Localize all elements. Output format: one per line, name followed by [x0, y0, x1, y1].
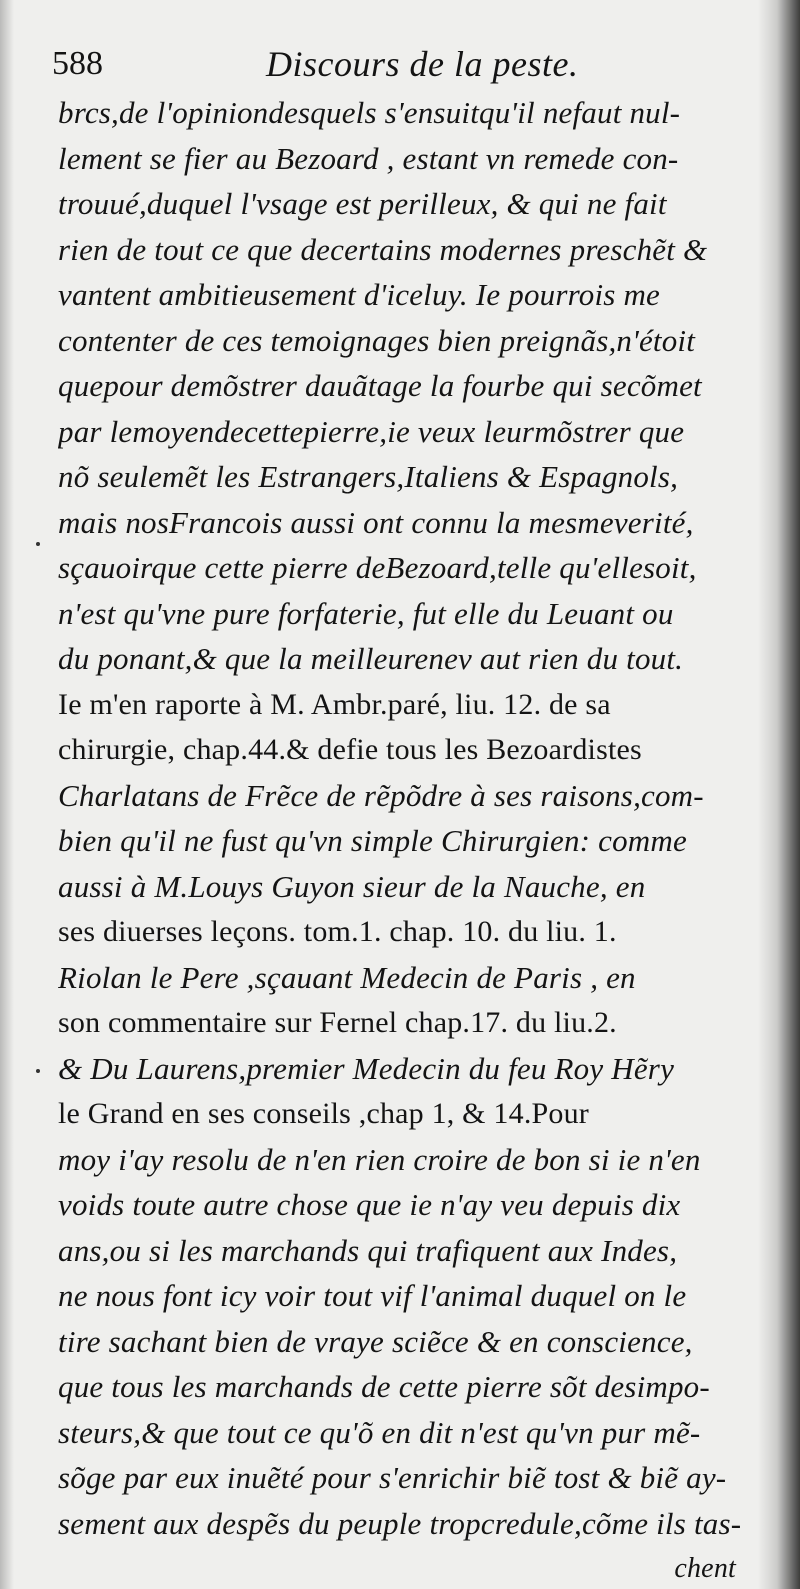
- page-edge-shadow: [758, 0, 800, 1589]
- margin-mark: [36, 1069, 40, 1073]
- text-line: quepour demõstrer dauãtage la fourbe qui secõmet: [58, 368, 702, 403]
- text-line: voids toute autre chose que ie n'ay veu depuis dix: [58, 1187, 681, 1222]
- text-line: sement aux despẽs du peuple tropcredule,cõme ils tas-: [58, 1505, 742, 1541]
- text-line: sçauoirque cette pierre deBezoard,telle qu'ellesoit,: [58, 550, 697, 585]
- text-line: ans,ou si les marchands qui trafiquent aux Indes,: [58, 1232, 678, 1268]
- running-title: Discours de la peste.: [266, 44, 579, 84]
- text-line: rien de tout ce que decertains modernes preschẽt &: [58, 231, 708, 267]
- gutter-shadow: [0, 0, 14, 1589]
- text-line: lement se fier au Bezoard , estant vn remede con-: [58, 140, 679, 176]
- text-line: ne nous font icy voir tout vif l'animal duquel on le: [58, 1278, 687, 1313]
- running-head: [52, 38, 772, 90]
- text-line: mais nosFrancois aussi ont connu la mesmeverité,: [58, 504, 694, 540]
- text-line: son commentaire sur Fernel chap.17. du liu.2.: [58, 1006, 617, 1039]
- text-line: n'est qu'vne pure forfaterie, fut elle du Leuant ou: [58, 595, 674, 631]
- body-text: [58, 90, 772, 1546]
- margin-mark: [36, 542, 40, 546]
- text-line: du ponant,& que la meilleurenev aut rien du tout.: [58, 641, 684, 676]
- text-line: Ie m'en raporte à M. Ambr.paré, liu. 12. de sa: [58, 687, 611, 721]
- text-line: brcs,de l'opiniondesquels s'ensuitqu'il nefaut nul-: [58, 95, 681, 130]
- text-line: Charlatans de Frẽce de rẽpõdre à ses raisons,com-: [58, 777, 704, 813]
- text-line: vantent ambitieusement d'iceluy. Ie pourrois me: [58, 277, 661, 312]
- text-line: contenter de ces temoignages bien preignãs,n'étoit: [58, 322, 696, 358]
- text-line: tire sachant bien de vraye sciẽce & en conscience,: [58, 1323, 693, 1359]
- text-line: steurs,& que tout ce qu'õ en dit n'est qu'vn pur mẽ-: [58, 1414, 701, 1450]
- text-line: trouué,duquel l'vsage est perilleux, & qui ne fait: [58, 186, 667, 221]
- text-line: & Du Laurens,premier Medecin du feu Roy Hẽry: [58, 1050, 675, 1086]
- page-number: 588: [52, 45, 103, 82]
- text-line: aussi à M.Louys Guyon sieur de la Nauche, en: [58, 868, 646, 904]
- text-line: que tous les marchands de cette pierre sõt desimpo-: [58, 1369, 710, 1404]
- text-line: sõge par eux inuẽté pour s'enrichir biẽ tost & biẽ ay-: [58, 1460, 727, 1495]
- text-line: moy i'ay resolu de n'en rien croire de bon si ie n'en: [58, 1141, 701, 1177]
- text-line: par lemoyendecettepierre,ie veux leurmõstrer que: [58, 413, 685, 449]
- catchword: chent: [674, 1553, 736, 1584]
- text-line: ses diuerses leçons. tom.1. chap. 10. du liu. 1.: [58, 915, 617, 948]
- text-line: bien qu'il ne fust qu'vn simple Chirurgien: comme: [58, 823, 687, 858]
- text-line: nõ seulemẽt les Estrangers,Italiens & Espagnols,: [58, 459, 679, 494]
- text-line: le Grand en ses conseils ,chap 1, & 14.Pour: [58, 1097, 589, 1130]
- text-line: Riolan le Pere ,sçauant Medecin de Paris , en: [58, 959, 636, 995]
- text-line: chirurgie, chap.44.& defie tous les Bezoardistes: [58, 733, 642, 766]
